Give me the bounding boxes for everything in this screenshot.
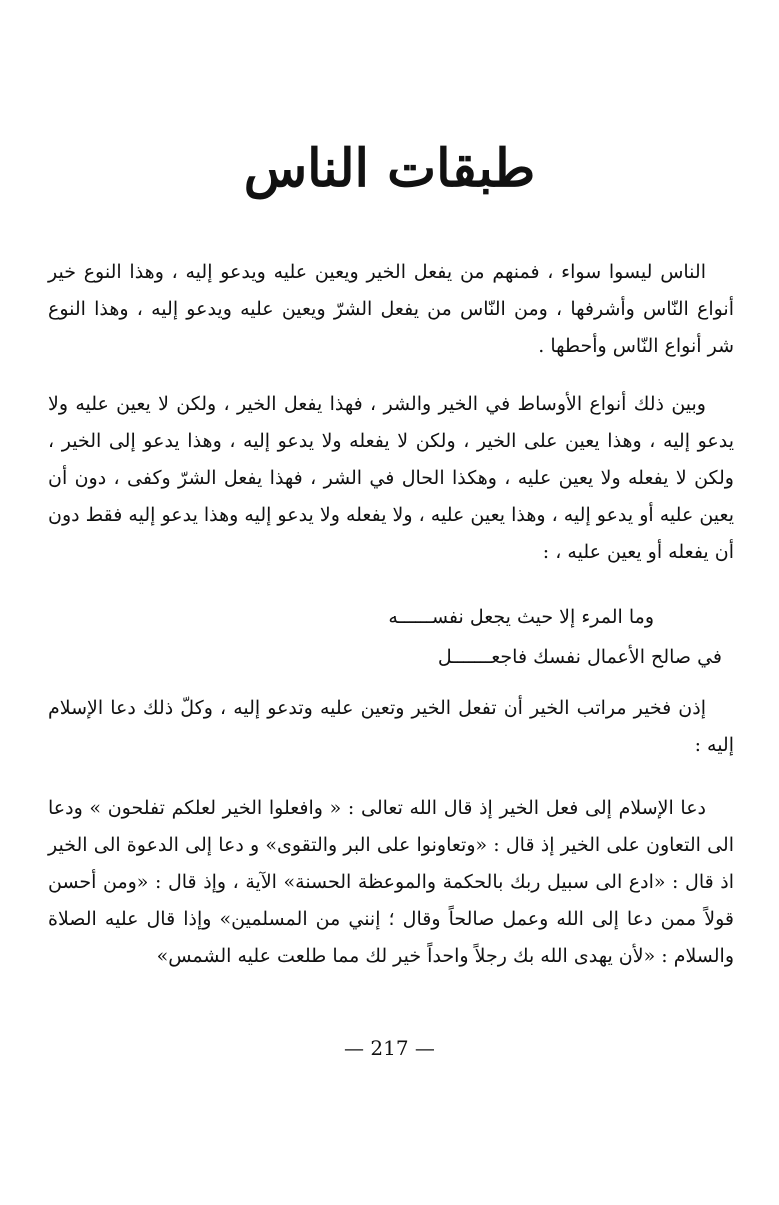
paragraph-4 — [48, 790, 734, 975]
page-title: طبقات الناس — [243, 138, 536, 199]
page-number: — 217 — — [344, 1036, 435, 1060]
paragraph-1 — [48, 254, 734, 365]
paragraph-3-text: إذن فخير مراتب الخير أن تفعل الخير وتعين عليه وتدعو إليه ، وكلّ ذلك دعا الإسلام إليه : — [48, 697, 734, 756]
paragraph-2 — [48, 386, 734, 571]
paragraph-3 — [48, 690, 734, 764]
verse-line-2: في صالح الأعمال نفسك فاجعـــــــل — [437, 646, 722, 668]
paragraph-2-text: وبين ذلك أنواع الأوساط في الخير والشر ، فهذا يفعل الخير ، ولكن لا يعين عليه ولا يدعو إليه ، وهذا يعين على الخير ، ولكن لا يفعله ولا يدعو إليه ، وهذا يدعو إلى الخير ، ولكن لا يفعله ولا يعين عليه ، وهكذا الحال في الشر ، فهذا يفعل الشرّ وكفى ، دون أن يعين عليه أو يدعو إليه ، وهذا يعين عليه ، ولا يفعله ولا يدعو إليه وهذا يدعو إليه فقط دون أن يفعله أو يعين عليه ، : — [48, 393, 734, 563]
verse-line-1: وما المرء إلا حيث يجعل نفســــــه — [388, 606, 654, 628]
paragraph-4-text: دعا الإسلام إلى فعل الخير إذ قال الله تعالى : « وافعلوا الخير لعلكم تفلحون » ودعا الى التعاون على الخير إذ قال : «وتعاونوا على البر والتقوى» و دعا إلى الدعوة الى الخير اذ قال : «ادع الى سبيل ربك بالحكمة والموعظة الحسنة» الآية ، وإذ قال : «ومن أحسن قولاً ممن دعا إلى الله وعمل صالحاً وقال ؛ إنني من المسلمين» وإذا قال عليه الصلاة والسلام : «لأن يهدى الله بك رجلاً واحداً خير لك مما طلعت عليه الشمس» — [48, 797, 734, 967]
paragraph-1-text: الناس ليسوا سواء ، فمنهم من يفعل الخير ويعين عليه ويدعو إليه ، وهذا النوع خير أنواع النّاس وأشرفها ، ومن النّاس من يفعل الشرّ ويعين عليه ويدعو إليه ، وهذا النوع شر أنواع النّاس وأحطها . — [48, 261, 734, 357]
